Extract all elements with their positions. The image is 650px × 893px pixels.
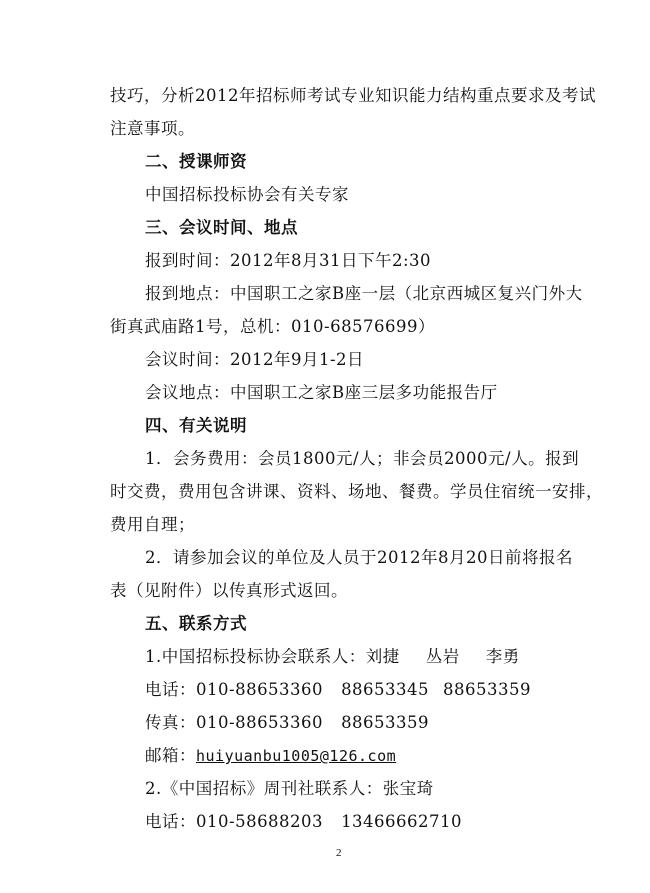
- phone-number: 88653359: [443, 680, 532, 699]
- paragraph-line: 技巧，分析2012年招标师考试专业知识能力结构重点要求及考试: [110, 86, 596, 105]
- section-heading: 二、授课师资: [145, 152, 247, 171]
- fax-label: 传真：010-88653360: [145, 713, 324, 732]
- contact-line: [145, 647, 520, 667]
- fax-line: [145, 713, 429, 733]
- paragraph-line: 报到地点：中国职工之家B座一层（北京西城区复兴门外大: [145, 284, 583, 303]
- email-link[interactable]: huiyuanbu1005@126.com: [196, 747, 397, 765]
- phone-line: [145, 680, 531, 700]
- paragraph-line: 2．请参加会议的单位及人员于2012年8月20日前将报名: [145, 548, 573, 567]
- paragraph-line: 会议时间：2012年9月1-2日: [145, 350, 365, 369]
- fax-number: 88653359: [341, 713, 430, 732]
- contact-name: 丛岩: [425, 647, 460, 666]
- paragraph-line: 注意事项。: [110, 119, 195, 138]
- phone-number: 13466662710: [341, 812, 463, 831]
- phone-label: 电话：010-58688203: [145, 812, 324, 831]
- paragraph-line: 报到时间：2012年8月31日下午2:30: [145, 251, 432, 270]
- contact-org-label: 1.中国招标投标协会联系人：刘捷: [145, 647, 400, 666]
- phone-label: 电话：010-88653360: [145, 680, 324, 699]
- paragraph-line: 费用自理；: [110, 515, 195, 534]
- contact-line: 2.《中国招标》周刊社联系人：张宝琦: [145, 779, 434, 798]
- section-heading: 四、有关说明: [145, 416, 247, 435]
- page-number: 2: [336, 847, 342, 859]
- paragraph-line: 表（见附件）以传真形式返回。: [110, 581, 348, 600]
- contact-name: 李勇: [485, 647, 520, 666]
- paragraph-line: 1．会务费用：会员1800元/人；非会员2000元/人。报到: [145, 449, 580, 468]
- email-line: [145, 746, 396, 766]
- phone-number: 88653345: [341, 680, 430, 699]
- paragraph-line: 中国招标投标协会有关专家: [145, 185, 349, 204]
- phone-line: [145, 812, 462, 832]
- email-label: 邮箱：: [145, 746, 196, 765]
- paragraph-line: 时交费，费用包含讲课、资料、场地、餐费。学员住宿统一安排，: [110, 482, 603, 501]
- section-heading: 五、联系方式: [145, 614, 247, 633]
- paragraph-line: 街真武庙路1号，总机：010-68576699）: [110, 317, 436, 336]
- paragraph-line: 会议地点：中国职工之家B座三层多功能报告厅: [145, 383, 498, 402]
- section-heading: 三、会议时间、地点: [145, 218, 298, 237]
